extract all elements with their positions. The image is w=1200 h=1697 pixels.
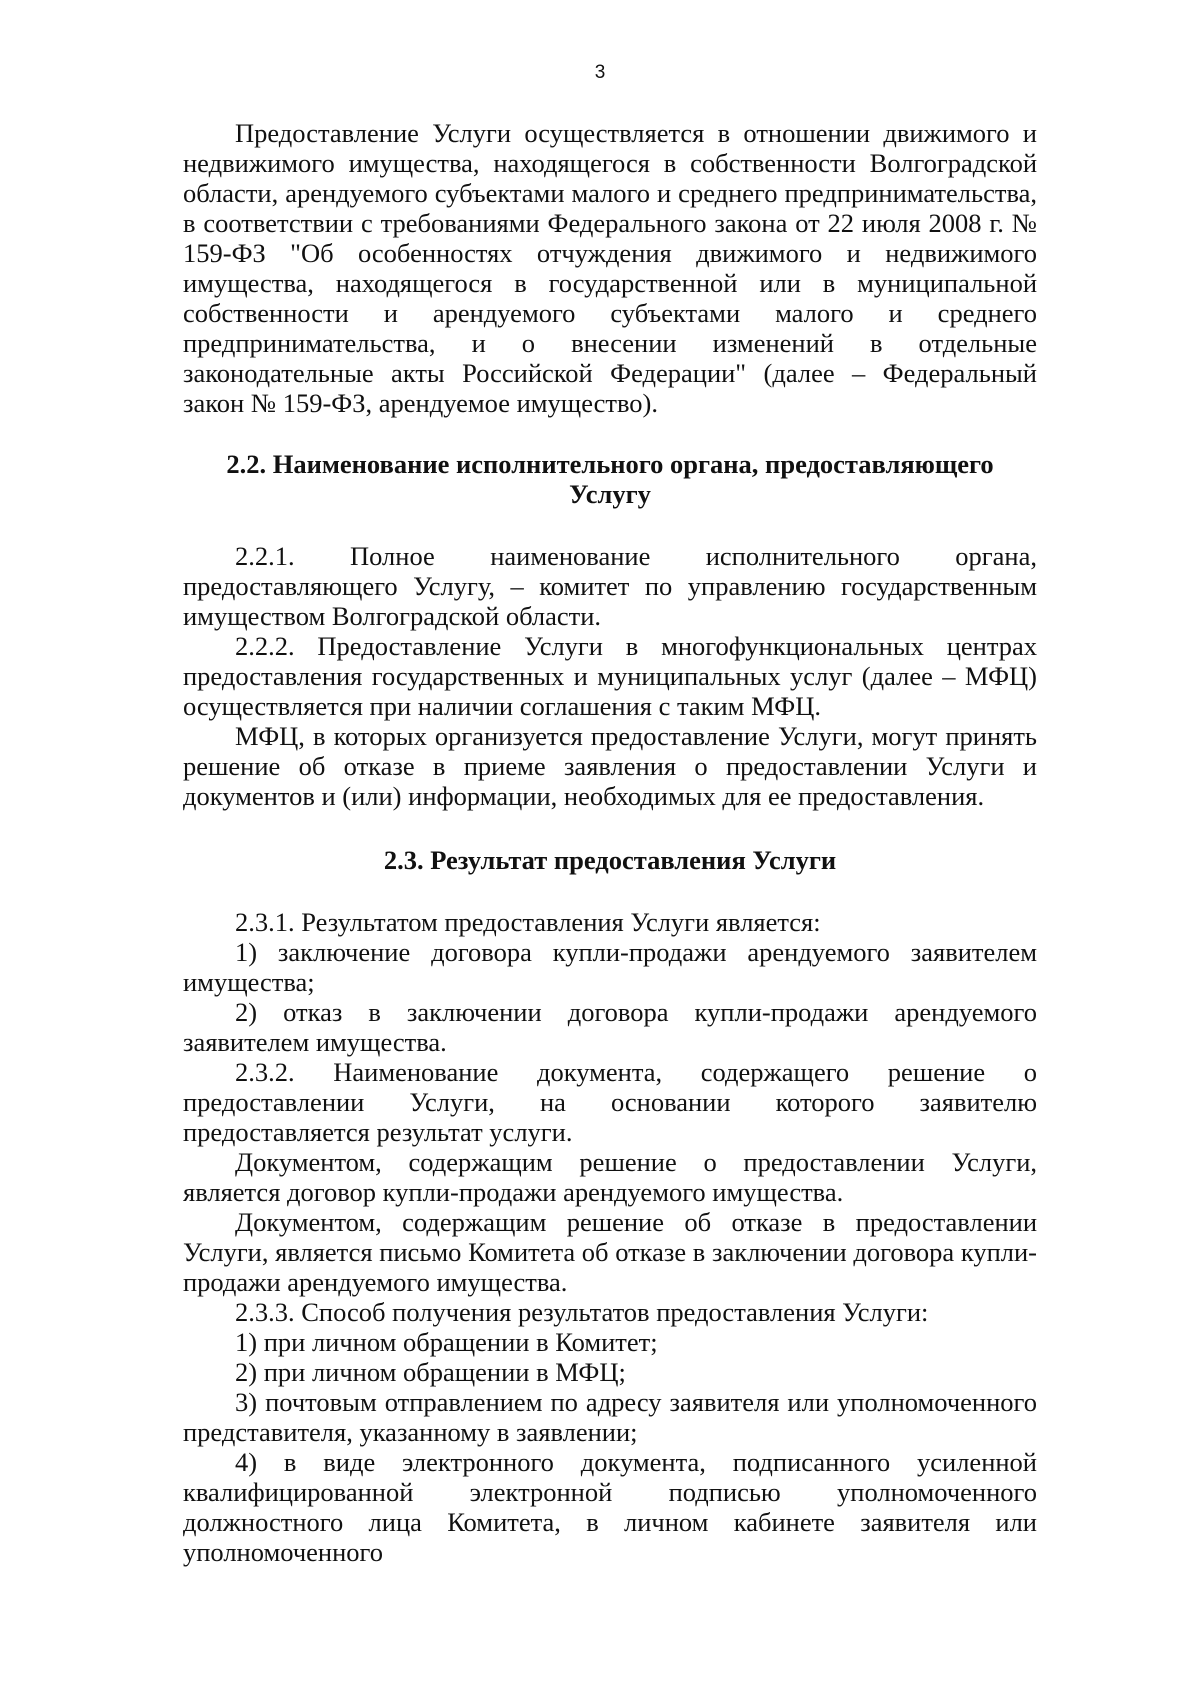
paragraph-2-3-1: 2.3.1. Результатом предоставления Услуги является: [235, 907, 821, 937]
paragraph-2-3-2: 2.3.2. Наименование документа, содержащего решение о предоставлении Услуги, на основании которого заявителю предоставляется результат услуги. [183, 1057, 1037, 1147]
paragraph-2-2-2: 2.2.2. Предоставление Услуги в многофункциональных центрах предоставления государственных и муниципальных услуг (далее – МФЦ) осуществляется при наличии соглашения с таким МФЦ. [183, 631, 1037, 721]
paragraph-decision-document: Документом, содержащим решение о предоставлении Услуги, является договор купли-продажи арендуемого имущества. [183, 1147, 1037, 1207]
intro-paragraph: Предоставление Услуги осуществляется в отношении движимого и недвижимого имущества, находящегося в собственности Волгоградской области, арендуемого субъектами малого и среднего предпринимательства, в соответствии с требованиями Федерального закона от 22 июля 2008 г. № 159-ФЗ "Об особенностях отчуждения движимого и недвижимого имущества, находящегося в государственной или в муниципальной собственности и арендуемого субъектами малого и среднего предпринимательства, и о внесении изменений в отдельные законодательные акты Российской Федерации" (далее – Федеральный закон № 159-ФЗ, арендуемое имущество). [183, 118, 1037, 418]
list-item-method-2: 2) при личном обращении в МФЦ; [235, 1357, 626, 1387]
paragraph-refusal-document: Документом, содержащим решение об отказе в предоставлении Услуги, является письмо Комитета об отказе в заключении договора купли-продажи арендуемого имущества. [183, 1207, 1037, 1297]
paragraph-2-3-3: 2.3.3. Способ получения результатов предоставления Услуги: [235, 1297, 929, 1327]
list-item-method-4: 4) в виде электронного документа, подписанного усиленной квалифицированной электронной подписью уполномоченного должностного лица Комитета, в личном кабинете заявителя или уполномоченного [183, 1447, 1037, 1567]
section-heading-2-3: 2.3. Результат предоставления Услуги [383, 845, 837, 875]
paragraph-2-2-1: 2.2.1. Полное наименование исполнительного органа, предоставляющего Услугу, – комитет по управлению государственным имуществом Волгоградской области. [183, 541, 1037, 631]
list-item-result-1: 1) заключение договора купли-продажи арендуемого заявителем имущества; [183, 937, 1037, 997]
paragraph-mfc: МФЦ, в которых организуется предоставление Услуги, могут принять решение об отказе в приеме заявления о предоставлении Услуги и документов и (или) информации, необходимых для ее предоставления. [183, 721, 1037, 811]
document-body [183, 118, 1037, 1567]
list-item-method-1: 1) при личном обращении в Комитет; [235, 1327, 658, 1357]
page-number: 3 [594, 62, 606, 83]
list-item-result-2: 2) отказ в заключении договора купли-продажи арендуемого заявителем имущества. [183, 997, 1037, 1057]
list-item-method-3: 3) почтовым отправлением по адресу заявителя или уполномоченного представителя, указанному в заявлении; [183, 1387, 1037, 1447]
section-heading-2-2: 2.2. Наименование исполнительного органа, предоставляющего Услугу [226, 449, 994, 509]
